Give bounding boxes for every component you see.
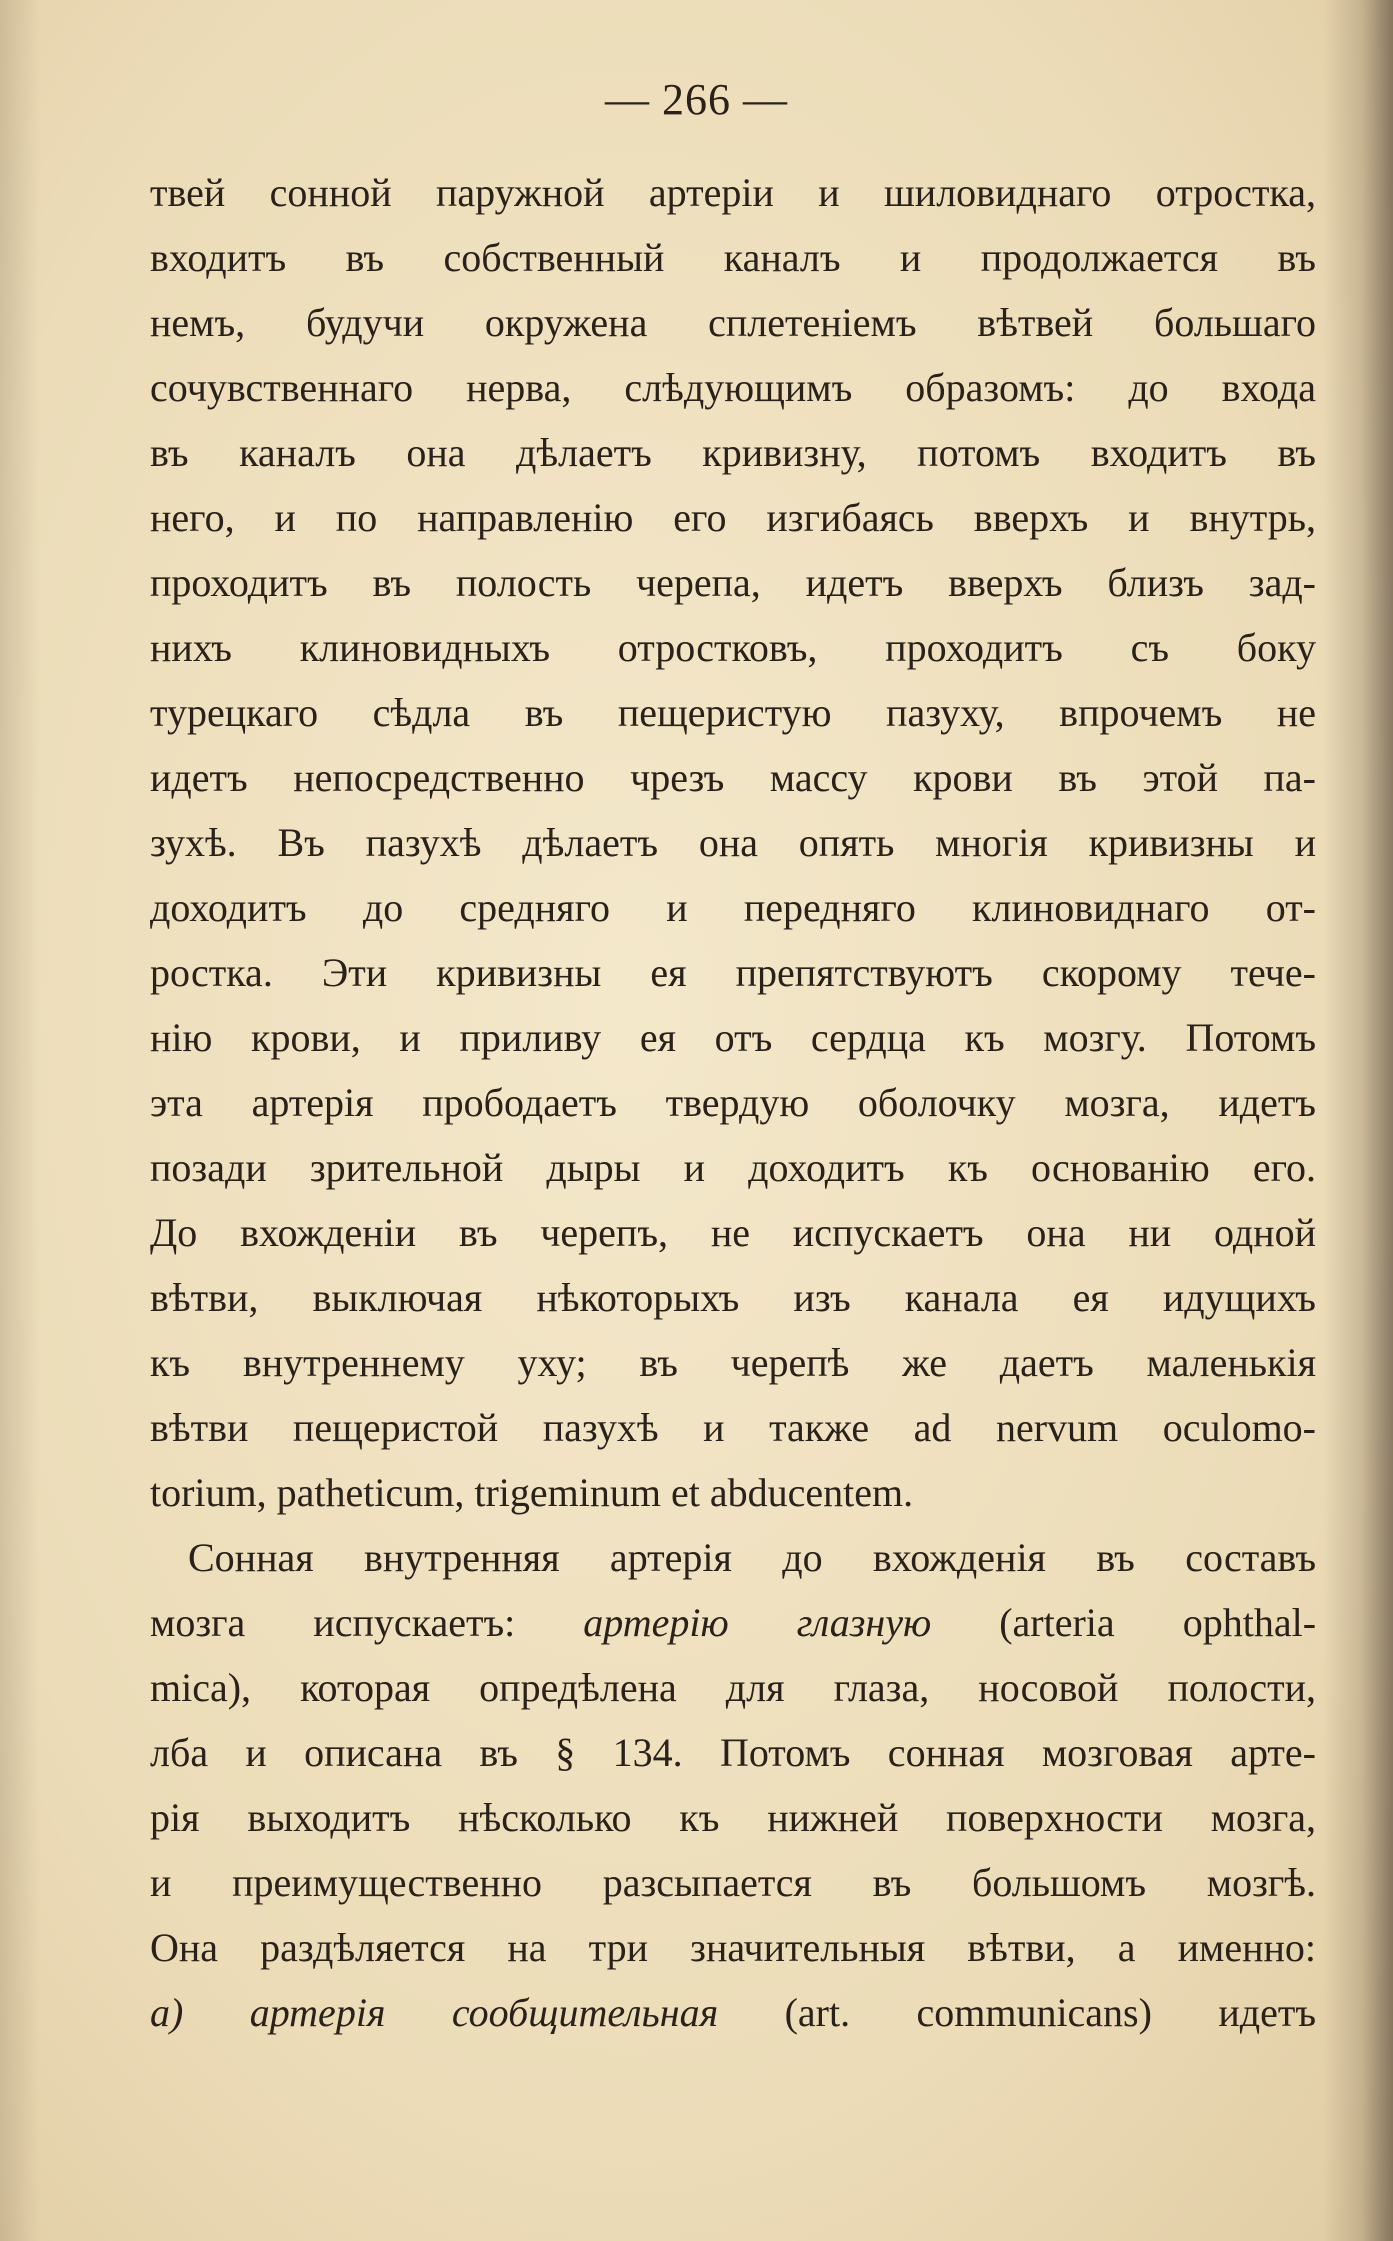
text-line: вѣтви, выключая нѣкоторыхъ изъ канала ея идущихъ [150, 1275, 1316, 1320]
italic-term: артерію глазную [583, 1600, 932, 1645]
text-line: зухѣ. Въ пазухѣ дѣлаетъ она опять многія кривизны и [150, 820, 1316, 865]
text-line: вѣтви пещеристой пазухѣ и также ad nervum oculomo- [150, 1405, 1316, 1450]
page-edge-shadow-right [1323, 0, 1393, 2241]
text-line: къ внутреннему уху; въ черепѣ же даетъ маленькія [150, 1340, 1316, 1385]
text-line: лба и описана въ § 134. Потомъ сонная мозговая арте- [150, 1730, 1316, 1775]
text-line-mixed [150, 1980, 1316, 2045]
text-line: mica), которая опредѣлена для глаза, носовой полости, [150, 1665, 1316, 1710]
body-text [150, 160, 1316, 2045]
text-line: нихъ клиновидныхъ отростковъ, проходитъ съ боку [150, 625, 1316, 670]
text-line: идетъ непосредственно чрезъ массу крови въ этой па- [150, 755, 1316, 800]
text-segment: (art. communicans) идетъ [718, 1990, 1316, 2035]
text-line: входитъ въ собственный каналъ и продолжается въ [150, 235, 1316, 280]
text-line: До вхожденіи въ черепъ, не испускаетъ она ни одной [150, 1210, 1316, 1255]
page-number: — 266 — [605, 75, 788, 124]
text-line: твей сонной паружной артеріи и шиловиднаго отростка, [150, 170, 1316, 215]
text-line: позади зрительной дыры и доходитъ къ основанію его. [150, 1145, 1316, 1190]
text-segment: мозга испускаетъ: [150, 1600, 584, 1645]
text-line: torium, patheticum, trigeminum et abducentem. [150, 1470, 914, 1515]
text-line: въ каналъ она дѣлаетъ кривизну, потомъ входитъ въ [150, 430, 1316, 475]
italic-term: a) артерія сообщительная [150, 1990, 719, 2035]
text-line: него, и по направленію его изгибаясь вверхъ и внутрь, [150, 495, 1316, 540]
text-line: немъ, будучи окружена сплетеніемъ вѣтвей большаго [150, 300, 1316, 345]
text-line: сочувственнаго нерва, слѣдующимъ образомъ: до входа [150, 365, 1316, 410]
text-segment: (arteria ophthal- [931, 1600, 1316, 1645]
text-line: нію крови, и приливу ея отъ сердца къ мозгу. Потомъ [150, 1015, 1316, 1060]
page-edge-shadow-left [0, 0, 40, 2241]
text-line: ростка. Эти кривизны ея препятствуютъ скорому тече- [150, 950, 1316, 995]
text-line: рія выходитъ нѣсколько къ нижней поверхности мозга, [150, 1795, 1316, 1840]
text-line: и преимущественно разсыпается въ большомъ мозгѣ. [150, 1860, 1316, 1905]
text-line: турецкаго сѣдла въ пещеристую пазуху, впрочемъ не [150, 690, 1316, 735]
text-line: Она раздѣляется на три значительныя вѣтви, а именно: [150, 1925, 1316, 1970]
paragraph-start-line: Сонная внутренняя артерія до вхожденія въ составъ [188, 1535, 1316, 1580]
text-line: эта артерія прободаетъ твердую оболочку мозга, идетъ [150, 1080, 1316, 1125]
text-line-mixed [150, 1590, 1316, 1655]
text-line: проходитъ въ полость черепа, идетъ вверхъ близъ зад- [150, 560, 1316, 605]
text-line: доходитъ до средняго и передняго клиновиднаго от- [150, 885, 1316, 930]
